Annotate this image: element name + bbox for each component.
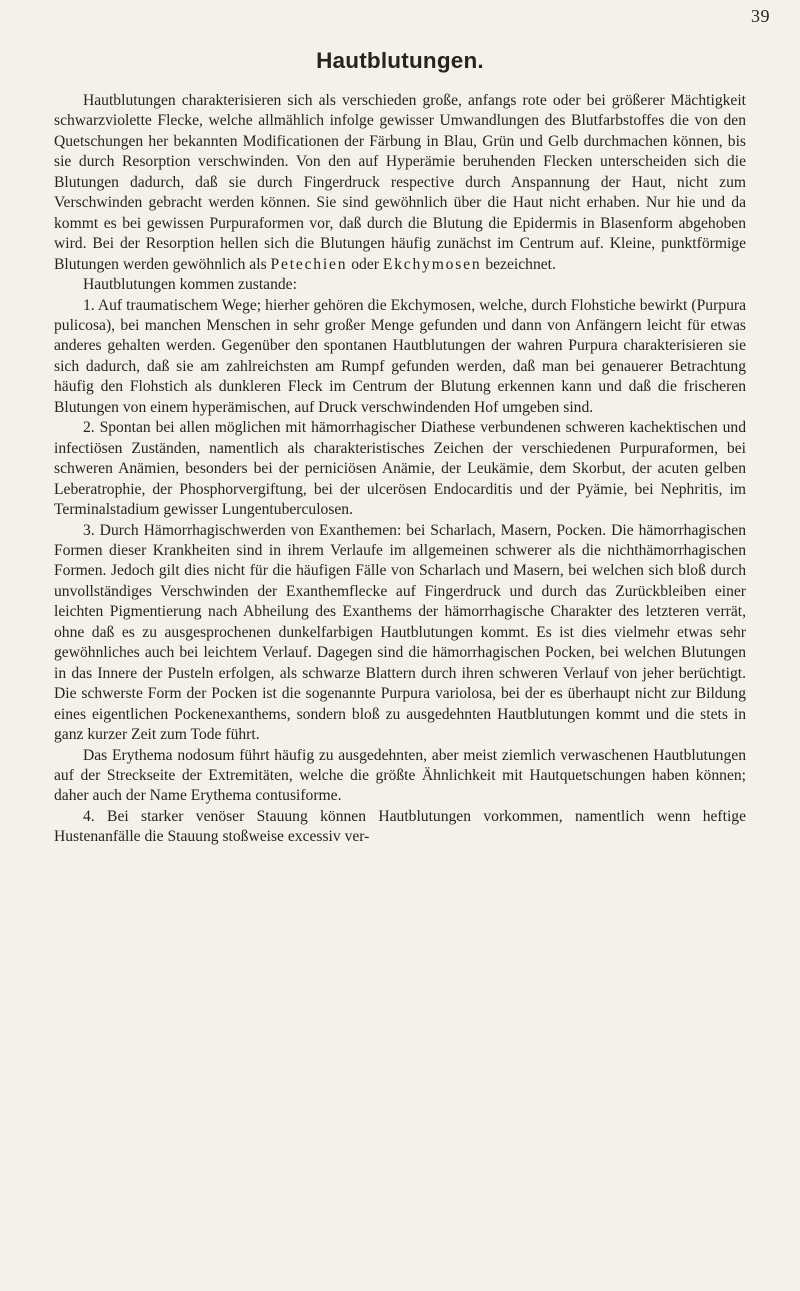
text-run: 1. Auf traumatischem Wege; hierher gehören die Ekchymosen, welche, durch Flohstiche bewirkt (Purpura pulicosa), bei manchen Menschen in sehr großer Menge gefunden und dann von Anfängern leicht für etwas anderes gehalten werden. Gegenüber den spontanen Hautblutungen der wahren Purpura charakterisieren sie sich dadurch, daß sie am zahlreichsten am Rumpf gefunden werden, daß man bei genauerer Betrachtung häufig den Flohstich als dunkleren Fleck im Centrum der Blutung erkennen kann und daß die frischeren Blutungen von einem hyperämischen, auf Druck verschwindenden Hof umgeben sind. bbox=[54, 296, 746, 416]
page-title: Hautblutungen. bbox=[316, 48, 484, 73]
paragraph bbox=[54, 418, 746, 520]
text-run: oder bbox=[347, 255, 383, 273]
paragraph bbox=[54, 296, 746, 419]
spaced-term: Petechien bbox=[270, 255, 348, 273]
paragraph bbox=[54, 746, 746, 807]
text-run: 3. Durch Hämorrhagischwerden von Exanthemen: bei Scharlach, Masern, Pocken. Die hämorrhagischen Formen dieser Krankheiten sind in ihrem Verlaufe im allgemeinen schwerer als die nichthämorrhagischen Formen. Jedoch gilt dies nicht für die häufigen Fälle von Scharlach und Masern, bei welchen sich bloß durch unvollständiges Verschwinden der Exanthemflecke auf Fingerdruck und durch das Zurückbleiben einer leichten Pigmentierung nach Abheilung des Exanthems der hämorrhagische Charakter des letzteren verrät, ohne daß es zu ausgesprochenen dunkelfarbigen Hautblutungen kommt. Es ist dies vielmehr etwas sehr gewöhnliches auch bei leichtem Verlauf. Dagegen sind die hämorrhagischen Pocken, bei welchen Blutungen in das Innere der Pusteln erfolgen, als schwarze Blattern durch ihren schweren Verlauf von jeher berüchtigt. Die schwerste Form der Pocken ist die sogenannte Purpura variolosa, bei der es überhaupt nicht zur Bildung eines eigentlichen Pockenexanthems, sondern bloß zu ausgedehnten Hautblutungen kommt und die stets in ganz kurzer Zeit zum Tode führt. bbox=[54, 521, 746, 744]
body-text bbox=[54, 91, 746, 848]
paragraph bbox=[54, 807, 746, 848]
paragraph bbox=[54, 91, 746, 275]
text-run: bezeichnet. bbox=[481, 255, 556, 273]
paragraph bbox=[54, 275, 746, 295]
text-run: 2. Spontan bei allen möglichen mit hämorrhagischer Diathese verbundenen schweren kachektischen und infectiösen Zuständen, namentlich als charakteristisches Zeichen der verschiedenen Purpuraformen, bei schweren Anämien, besonders bei der perniciösen Anämie, der Leukämie, dem Skorbut, der acuten gelben Leberatrophie, der Phosphorvergiftung, bei der ulcerösen Endocarditis und der Pyämie, bei Nephritis, im Terminalstadium gewisser Lungentuberculosen. bbox=[54, 419, 746, 519]
text-run: Hautblutungen charakterisieren sich als verschieden große, anfangs rote oder bei größerer Mächtigkeit schwarzviolette Flecke, welche allmählich infolge gewisser Umwandlungen des Blutfarbstoffes die von den Quetschungen her bekannten Modificationen der Färbung in Blau, Grün und Gelb durchmachen können, bis sie durch Resorption verschwinden. Von den auf Hyperämie beruhenden Flecken unterscheiden sich die Blutungen dadurch, daß sie durch Fingerdruck respective durch Anspannung der Haut, nicht zum Verschwinden gebracht werden können. Sie sind gewöhnlich über die Haut nicht erhaben. Nur hie und da kommt es bei gewissen Purpuraformen vor, daß durch die Blutung die Epidermis in Blasenform abgehoben wird. Bei der Resorption hellen sich die Blutungen häufig zunächst im Centrum auf. Kleine, punktförmige Blutungen werden gewöhnlich als bbox=[54, 92, 746, 273]
paragraph bbox=[54, 521, 746, 746]
text-run: 4. Bei starker venöser Stauung können Hautblutungen vorkommen, namentlich wenn heftige Hustenanfälle die Stauung stoßweise excessiv ver- bbox=[54, 807, 746, 846]
page-number: 39 bbox=[751, 6, 770, 26]
text-run: Das Erythema nodosum führt häufig zu ausgedehnten, aber meist ziemlich verwaschenen Hautblutungen auf der Streckseite der Extremitäten, welche die größte Ähnlichkeit mit Hautquetschungen haben können; daher auch der Name Erythema contusiforme. bbox=[54, 746, 746, 805]
spaced-term: Ekchymosen bbox=[382, 255, 482, 273]
text-run: Hautblutungen kommen zustande: bbox=[83, 276, 297, 294]
